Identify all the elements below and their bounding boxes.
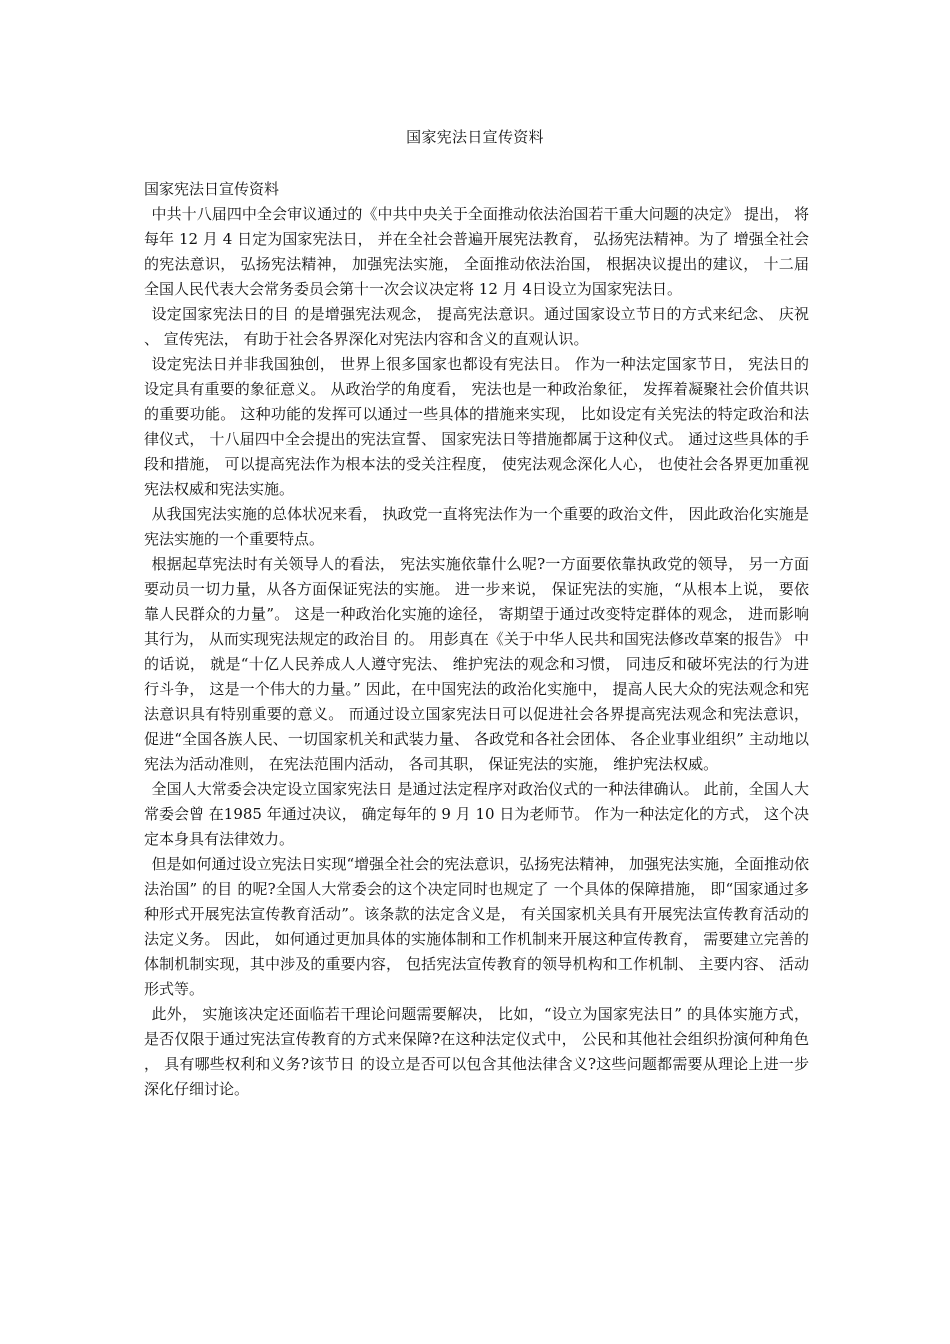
document-title: 国家宪法日宣传资料 (406, 128, 544, 146)
paragraph-3: 设定宪法日并非我国独创， 世界上很多国家也都设有宪法日。 作为一种法定国家节日， 宪法日的设定具有重要的象征意义。 从政治学的角度看， 宪法也是一种政治象征， 发挥着凝聚社会价值共识的重要功能。 这种功能的发挥可以通过一些具体的措施来实现， 比如设定有关宪法的特定政治和法律仪式， 十八届四中全会提出的宪法宣誓、 国家宪法日等措施都属于这种仪式。 通过这些具体的手段和措施， 可以提高宪法作为根本法的受关注程度， 使宪法观念深化人心， 也使社会各界更加重视宪法权威和宪法实施。 (144, 355, 809, 498)
paragraph-2: 设定国家宪法日的目 的是增强宪法观念， 提高宪法意识。通过国家设立节日的方式来纪念、 庆祝、 宣传宪法， 有助于社会各界深化对宪法内容和含义的直观认识。 (144, 305, 809, 348)
document-subtitle: 国家宪法日宣传资料 (144, 180, 280, 198)
document-body (144, 177, 809, 1102)
paragraph-7: 但是如何通过设立宪法日实现“增强全社会的宪法意识，弘扬宪法精神， 加强宪法实施，全面推动依法治国” 的目 的呢?全国人大常委会的这个决定同时也规定了 一个具体的保障措施， 即“国家通过多种形式开展宪法宣传教育活动”。该条款的法定含义是， 有关国家机关具有开展宪法宣传教育活动的法定义务。 因此， 如何通过更加具体的实施体制和工作机制来开展这种宣传教育， 需要建立完善的体制机制实现，其中涉及的重要内容， 包括宪法宣传教育的领导机构和工作机制、 主要内容、 活动形式等。 (144, 855, 809, 998)
paragraph-4: 从我国宪法实施的总体状况来看， 执政党一直将宪法作为一个重要的政治文件， 因此政治化实施是宪法实施的一个重要特点。 (144, 505, 809, 548)
paragraph-6: 全国人大常委会决定设立国家宪法日 是通过法定程序对政治仪式的一种法律确认。 此前，全国人大常委会曾 在1985 年通过决议， 确定每年的 9 月 10 日为老师节。 作为一种法定化的方式， 这个决定本身具有法律效力。 (144, 780, 809, 848)
paragraph-5: 根据起草宪法时有关领导人的看法， 宪法实施依靠什么呢?一方面要依靠执政党的领导， 另一方面要动员一切力量，从各方面保证宪法的实施。 进一步来说， 保证宪法的实施，“从根本上说， 要依靠人民群众的力量”。 这是一种政治化实施的途径， 寄期望于通过改变特定群体的观念， 进而影响其行为， 从而实现宪法规定的政治目 的。 用彭真在《关于中华人民共和国宪法修改草案的报告》 中的话说， 就是“十亿人民养成人人遵守宪法、 维护宪法的观念和习惯， 同违反和破坏宪法的行为进行斗争， 这是一个伟大的力量。” 因此，在中国宪法的政治化实施中， 提高人民大众的宪法观念和宪法意识具有特别重要的意义。 而通过设立国家宪法日可以促进社会各界提高宪法观念和宪法意识， 促进“全国各族人民、一切国家机关和武装力量、 各政党和各社会团体、 各企业事业组织” 主动地以宪法为活动准则， 在宪法范围内活动， 各司其职， 保证宪法的实施， 维护宪法权威。 (144, 555, 809, 773)
paragraph-8: 此外， 实施该决定还面临若干理论问题需要解决， 比如，“设立为国家宪法日” 的具体实施方式， 是否仅限于通过宪法宣传教育的方式来保障?在这种法定仪式中， 公民和其他社会组织扮演何种角色， 具有哪些权利和义务?该节日 的设立是否可以包含其他法律含义?这些问题都需要从理论上进一步深化仔细讨论。 (144, 1005, 809, 1098)
paragraph-1: 中共十八届四中全会审议通过的《中共中央关于全面推动依法治国若干重大问题的决定》 提出， 将每年 12 月 4 日定为国家宪法日， 并在全社会普遍开展宪法教育， 弘扬宪法精神。为了 增强全社会的宪法意识， 弘扬宪法精神， 加强宪法实施， 全面推动依法治国， 根据决议提出的建议， 十二届全国人民代表大会常务委员会第十一次会议决定将 12 月 4日设立为国家宪法日。 (144, 205, 809, 298)
